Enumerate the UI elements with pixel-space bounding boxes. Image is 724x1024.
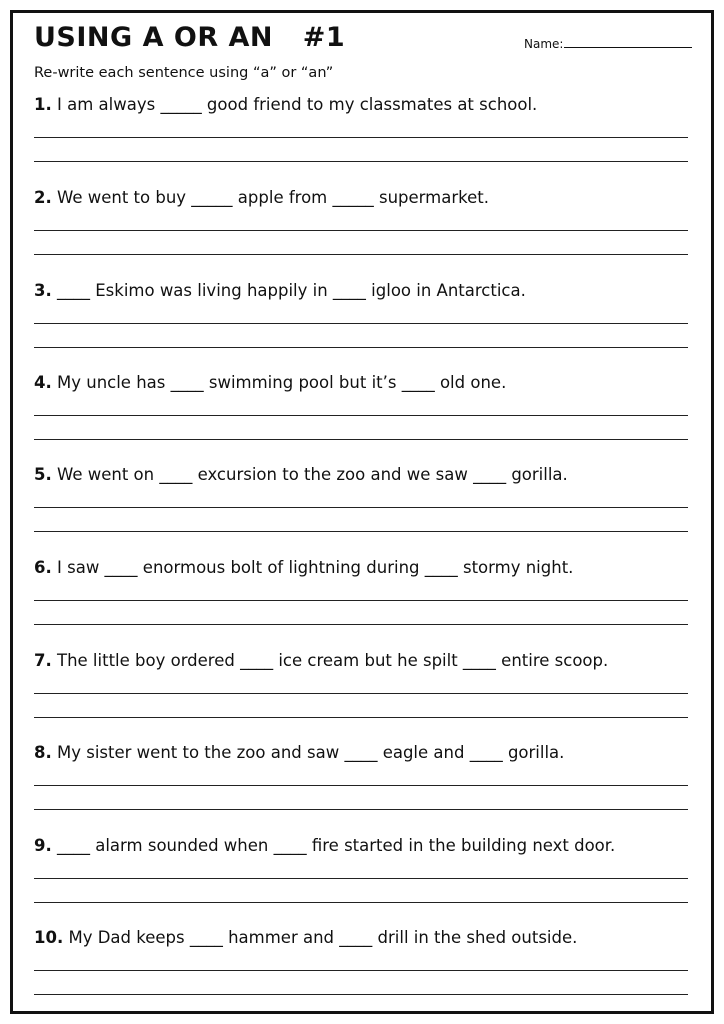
question-text bbox=[34, 186, 688, 210]
answer-line[interactable] bbox=[34, 600, 688, 601]
question-text bbox=[34, 926, 688, 950]
question-2 bbox=[34, 186, 688, 278]
question-text bbox=[34, 834, 688, 858]
answer-line[interactable] bbox=[34, 693, 688, 694]
answer-line[interactable] bbox=[34, 624, 688, 625]
question-sentence: I saw ____ enormous bolt of lightning during ____ stormy night. bbox=[51, 558, 574, 577]
answer-line[interactable] bbox=[34, 137, 688, 138]
question-sentence: I am always _____ good friend to my classmates at school. bbox=[51, 95, 538, 114]
answer-line[interactable] bbox=[34, 531, 688, 532]
answer-line[interactable] bbox=[34, 323, 688, 324]
question-5 bbox=[34, 463, 688, 555]
question-7 bbox=[34, 649, 688, 741]
question-text bbox=[34, 463, 688, 487]
question-3 bbox=[34, 279, 688, 371]
question-6 bbox=[34, 556, 688, 648]
question-sentence: The little boy ordered ____ ice cream but he spilt ____ entire scoop. bbox=[51, 651, 609, 670]
name-label: Name: bbox=[524, 37, 564, 51]
question-8 bbox=[34, 741, 688, 833]
answer-line[interactable] bbox=[34, 415, 688, 416]
worksheet-title: USING A OR AN #1 bbox=[34, 22, 346, 53]
question-sentence: We went to buy _____ apple from _____ supermarket. bbox=[51, 188, 489, 207]
question-number: 6. bbox=[34, 558, 52, 577]
question-number: 8. bbox=[34, 743, 52, 762]
answer-line[interactable] bbox=[34, 902, 688, 903]
answer-line[interactable] bbox=[34, 809, 688, 810]
answer-line[interactable] bbox=[34, 161, 688, 162]
question-sentence: My Dad keeps ____ hammer and ____ drill in the shed outside. bbox=[63, 928, 578, 947]
question-text bbox=[34, 556, 688, 580]
answer-line[interactable] bbox=[34, 970, 688, 971]
answer-line[interactable] bbox=[34, 717, 688, 718]
answer-line[interactable] bbox=[34, 785, 688, 786]
question-1 bbox=[34, 93, 688, 185]
question-number: 9. bbox=[34, 836, 52, 855]
answer-line[interactable] bbox=[34, 230, 688, 231]
answer-line[interactable] bbox=[34, 347, 688, 348]
name-field[interactable] bbox=[524, 35, 692, 52]
answer-line[interactable] bbox=[34, 507, 688, 508]
instructions: Re-write each sentence using “a” or “an” bbox=[34, 65, 334, 81]
question-sentence: ____ alarm sounded when ____ fire started in the building next door. bbox=[51, 836, 616, 855]
question-text bbox=[34, 279, 688, 303]
answer-line[interactable] bbox=[34, 439, 688, 440]
question-9 bbox=[34, 834, 688, 926]
question-number: 3. bbox=[34, 281, 52, 300]
question-sentence: My sister went to the zoo and saw ____ eagle and ____ gorilla. bbox=[51, 743, 565, 762]
question-10 bbox=[34, 926, 688, 1018]
answer-line[interactable] bbox=[34, 254, 688, 255]
question-number: 5. bbox=[34, 465, 52, 484]
question-number: 2. bbox=[34, 188, 52, 207]
question-text bbox=[34, 649, 688, 673]
question-sentence: We went on ____ excursion to the zoo and we saw ____ gorilla. bbox=[51, 465, 568, 484]
question-number: 1. bbox=[34, 95, 52, 114]
name-write-line[interactable] bbox=[564, 35, 692, 48]
question-sentence: ____ Eskimo was living happily in ____ igloo in Antarctica. bbox=[51, 281, 526, 300]
answer-line[interactable] bbox=[34, 878, 688, 879]
question-sentence: My uncle has ____ swimming pool but it’s ____ old one. bbox=[51, 373, 507, 392]
question-4 bbox=[34, 371, 688, 463]
question-text bbox=[34, 741, 688, 765]
question-text bbox=[34, 371, 688, 395]
question-number: 10. bbox=[34, 928, 64, 947]
answer-line[interactable] bbox=[34, 994, 688, 995]
question-number: 4. bbox=[34, 373, 52, 392]
question-text bbox=[34, 93, 688, 117]
question-number: 7. bbox=[34, 651, 52, 670]
